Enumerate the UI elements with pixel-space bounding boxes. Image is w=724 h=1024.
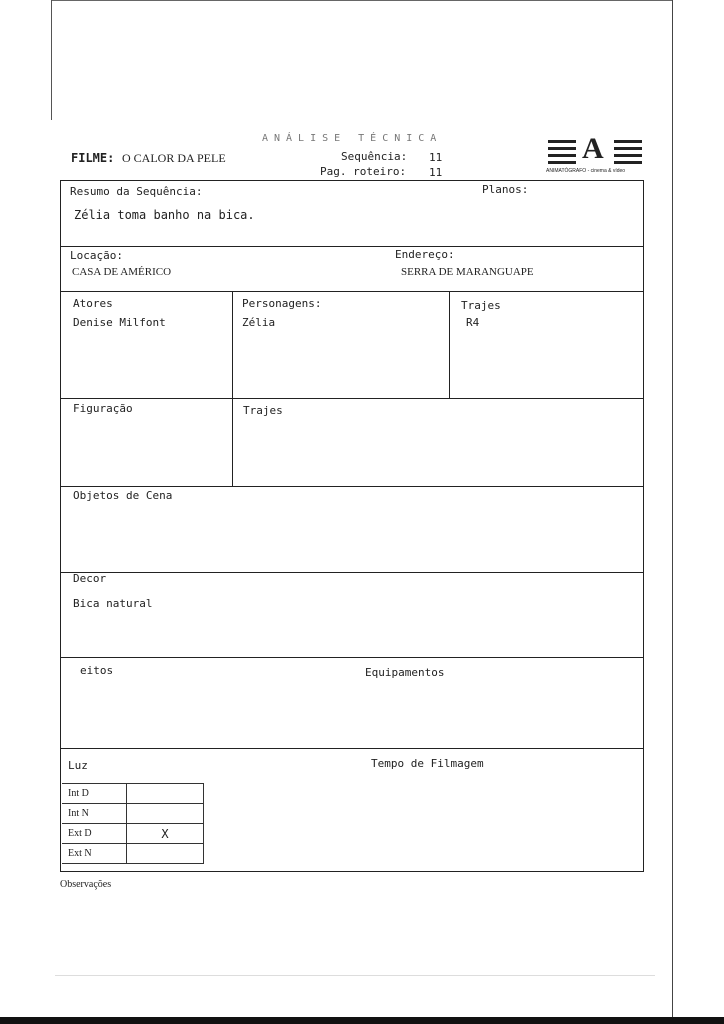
form-title: ANÁLISE TÉCNICA xyxy=(262,133,443,144)
figuracao-label: Figuração xyxy=(73,402,133,415)
scan-edge-top xyxy=(51,0,673,1)
luz-row-value xyxy=(127,844,204,864)
atores-value: Denise Milfont xyxy=(73,316,166,329)
luz-row xyxy=(62,784,204,804)
atores-label: Atores xyxy=(73,297,113,310)
personagens-label: Personagens: xyxy=(242,297,322,310)
form-frame xyxy=(60,180,644,872)
equipamentos-label: Equipamentos xyxy=(365,666,445,679)
luz-row-value xyxy=(127,784,204,804)
filme-value: O CALOR DA PELE xyxy=(122,151,226,165)
logo-text: ANIMATÓGRAFO - cinema & vídeo xyxy=(546,168,626,174)
divider-efeitos xyxy=(60,748,643,749)
luz-row-label: Int N xyxy=(62,804,127,824)
efeitos-label: eitos xyxy=(80,664,114,677)
luz-row-value xyxy=(127,804,204,824)
planos-label: Planos: xyxy=(482,183,529,196)
divider-figuracao xyxy=(60,486,643,487)
luz-label: Luz xyxy=(68,759,88,772)
decor-value: Bica natural xyxy=(73,597,153,610)
sequencia-value: 11 xyxy=(429,151,443,164)
divider-objetos xyxy=(60,572,643,573)
scan-edge-bottom xyxy=(0,1017,724,1024)
divider-figuracao-trajes xyxy=(232,398,233,486)
scan-edge-right xyxy=(672,0,673,1024)
divider-elenco xyxy=(60,398,643,399)
luz-row-label: Int D xyxy=(62,784,127,804)
divider-locacao xyxy=(60,291,643,292)
objetos-label: Objetos de Cena xyxy=(73,489,173,502)
divider-personagens-trajes xyxy=(449,291,450,398)
pag-roteiro-label: Pag. roteiro: xyxy=(320,165,407,178)
luz-row-label: Ext D xyxy=(62,824,127,844)
divider-decor xyxy=(60,657,643,658)
endereco-value: SERRA DE MARANGUAPE xyxy=(401,266,534,278)
trajes-label: Trajes xyxy=(461,299,501,312)
luz-row xyxy=(62,824,204,844)
pag-roteiro-value: 11 xyxy=(429,166,443,179)
decor-label: Decor xyxy=(73,572,107,585)
personagens-value: Zélia xyxy=(242,316,276,329)
resumo-label: Resumo da Sequência: xyxy=(70,185,203,198)
luz-table xyxy=(62,783,204,864)
trajes-value: R4 xyxy=(466,316,480,329)
endereco-label: Endereço: xyxy=(395,248,455,261)
locacao-value: CASA DE AMÉRICO xyxy=(72,266,172,278)
sequencia-label: Sequência: xyxy=(341,150,408,163)
figuracao-trajes-label: Trajes xyxy=(243,404,283,417)
divider-atores-personagens xyxy=(232,291,233,398)
locacao-label: Locação: xyxy=(70,249,123,262)
logo-letter: A xyxy=(582,132,604,165)
luz-row-value: X xyxy=(127,824,204,844)
tempo-filmagem-label: Tempo de Filmagem xyxy=(371,757,484,770)
scan-edge-left xyxy=(51,0,52,120)
luz-row xyxy=(62,804,204,824)
observacoes-label: Observações xyxy=(60,879,112,890)
resumo-value: Zélia toma banho na bica. xyxy=(74,208,255,222)
scan-faint-line xyxy=(55,975,655,976)
divider-resumo xyxy=(60,246,643,247)
filme-label: FILME: xyxy=(71,151,115,165)
luz-row-label: Ext N xyxy=(62,844,127,864)
luz-row xyxy=(62,844,204,864)
animatografo-logo xyxy=(546,134,646,176)
